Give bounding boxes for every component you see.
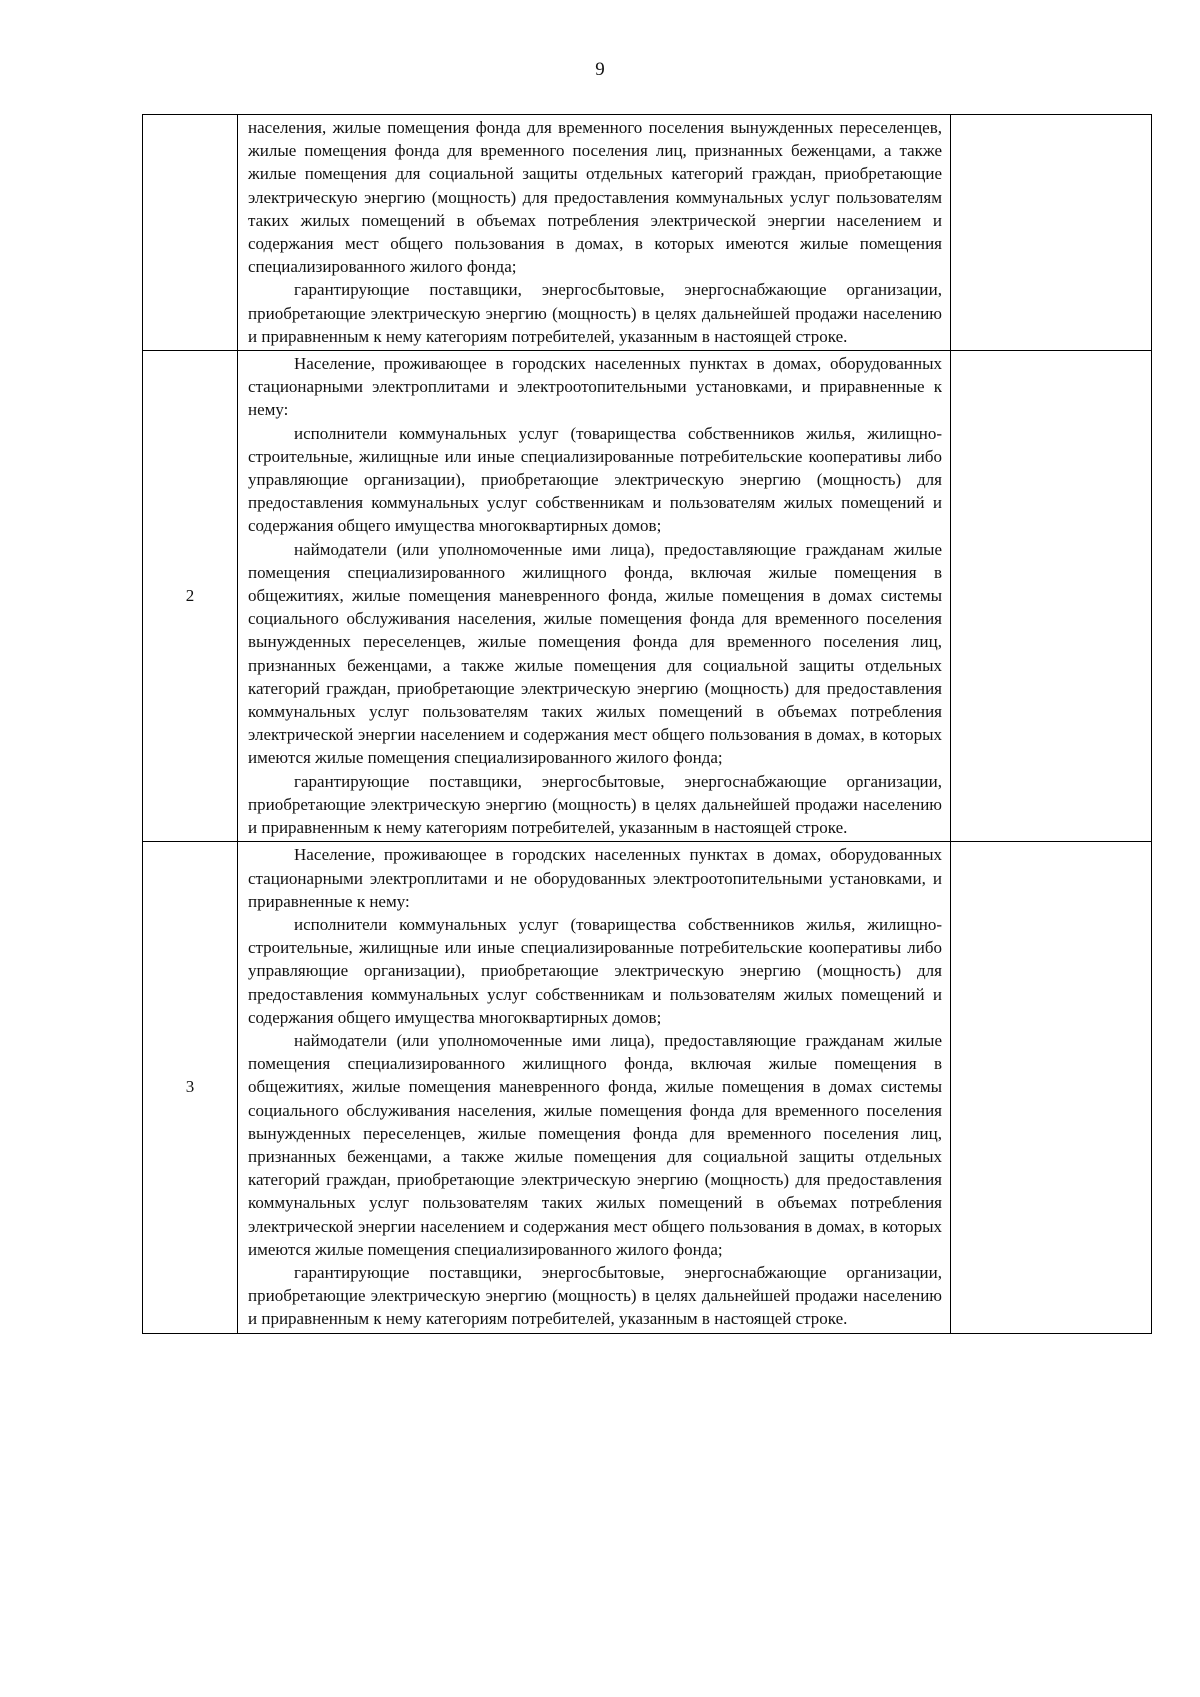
tariff-table [142, 114, 1152, 1334]
row-number: 3 [143, 842, 238, 1333]
row-extra [951, 351, 1152, 842]
paragraph: гарантирующие поставщики, энергосбытовые, энергоснабжающие организации, приобретающие электрическую энергию (мощность) в целях дальнейшей продажи населению и приравненным к нему категориям потребителей, указанным в настоящей строке. [248, 280, 942, 346]
row-extra [951, 842, 1152, 1333]
table-row [143, 115, 1152, 351]
paragraph: исполнители коммунальных услуг (товарищества собственников жилья, жилищно-строительные, жилищные или иные специализированные потребительские кооперативы либо управляющие организации), приобретающие электрическую энергию (мощность) для предоставления коммунальных услуг собственникам и пользователям жилых помещений и содержания общего имущества многоквартирных домов; [248, 914, 942, 1027]
table-row [143, 351, 1152, 842]
page-number: 9 [595, 59, 605, 80]
paragraph: населения, жилые помещения фонда для временного поселения вынужденных переселенцев, жилые помещения фонда для временного поселения лиц, признанных беженцами, а также жилые помещения для социальной защиты отдельных категорий граждан, приобретающие электрическую энергию (мощность) для предоставления коммунальных услуг пользователям таких жилых помещений в объемах потребления электрической энергии населением и содержания мест общего пользования в домах, в которых имеются жилые помещения специализированного жилого фонда; [248, 118, 942, 277]
row-number [143, 115, 238, 351]
row-description [238, 842, 951, 1333]
paragraph: наймодатели (или уполномоченные ими лица), предоставляющие гражданам жилые помещения специализированного жилищного фонда, включая жилые помещения в общежитиях, жилые помещения маневренного фонда, жилые помещения в домах системы социального обслуживания населения, жилые помещения фонда для временного поселения вынужденных переселенцев, жилые помещения фонда для временного поселения лиц, признанных беженцами, а также жилые помещения для социальной защиты отдельных категорий граждан, приобретающие электрическую энергию (мощность) для предоставления коммунальных услуг пользователям таких жилых помещений в объемах потребления электрической энергии населением и содержания мест общего пользования в домах, в которых имеются жилые помещения специализированного жилого фонда; [248, 539, 942, 768]
paragraph: гарантирующие поставщики, энергосбытовые, энергоснабжающие организации, приобретающие электрическую энергию (мощность) в целях дальнейшей продажи населению и приравненным к нему категориям потребителей, указанным в настоящей строке. [248, 771, 942, 838]
paragraph: Население, проживающее в городских населенных пунктах в домах, оборудованных стационарными электроплитами и не оборудованных электроотопительными установками, и приравненные к нему: [248, 845, 942, 911]
paragraph: наймодатели (или уполномоченные ими лица), предоставляющие гражданам жилые помещения специализированного жилищного фонда, включая жилые помещения в общежитиях, жилые помещения маневренного фонда, жилые помещения в домах системы социального обслуживания населения, жилые помещения фонда для временного поселения вынужденных переселенцев, жилые помещения фонда для временного поселения лиц, признанных беженцами, а также жилые помещения для социальной защиты отдельных категорий граждан, приобретающие электрическую энергию (мощность) для предоставления коммунальных услуг пользователям таких жилых помещений в объемах потребления электрической энергии населением и содержания мест общего пользования в домах, в которых имеются жилые помещения специализированного жилого фонда; [248, 1030, 942, 1259]
row-description [238, 115, 951, 351]
table-row [143, 842, 1152, 1333]
paragraph: исполнители коммунальных услуг (товарищества собственников жилья, жилищно-строительные, жилищные или иные специализированные потребительские кооперативы либо управляющие организации), приобретающие электрическую энергию (мощность) для предоставления коммунальных услуг собственникам и пользователям жилых помещений и содержания общего имущества многоквартирных домов; [248, 423, 942, 536]
row-number: 2 [143, 351, 238, 842]
paragraph: Население, проживающее в городских населенных пунктах в домах, оборудованных стационарными электроплитами и электроотопительными установками, и приравненные к нему: [248, 354, 942, 420]
paragraph: гарантирующие поставщики, энергосбытовые, энергоснабжающие организации, приобретающие электрическую энергию (мощность) в целях дальнейшей продажи населению и приравненным к нему категориям потребителей, указанным в настоящей строке. [248, 1262, 942, 1329]
row-description [238, 351, 951, 842]
row-extra [951, 115, 1152, 351]
